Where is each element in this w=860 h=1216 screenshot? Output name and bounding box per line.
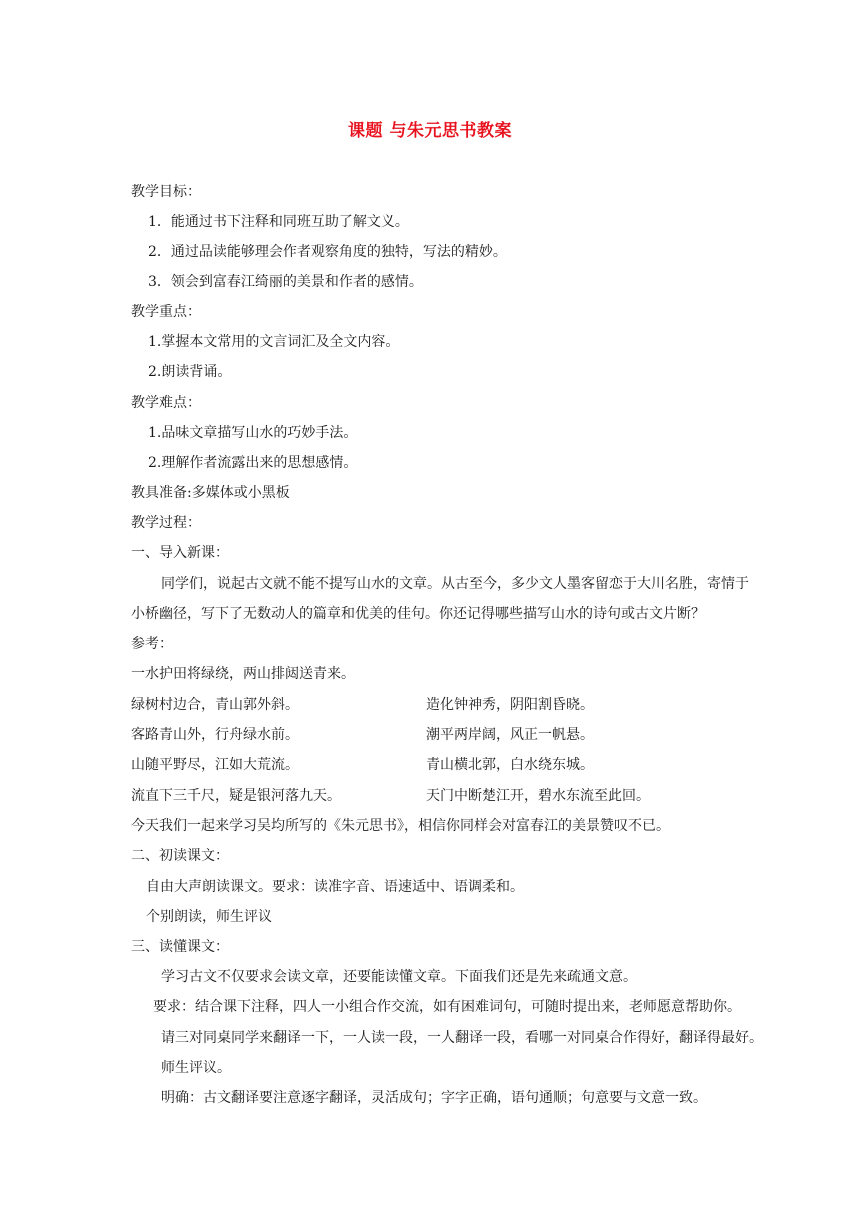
goal-item: 2．通过品读能够理会作者观察角度的独特，写法的精妙。 — [148, 244, 507, 260]
poem-right: 潮平两岸阔，风正一帆悬。 — [426, 727, 594, 743]
difficulty-item: 2.理解作者流露出来的思想感情。 — [148, 455, 358, 471]
section2-heading: 二、初读课文： — [131, 848, 229, 864]
goals-heading: 教学目标： — [131, 184, 201, 200]
section3-line: 明确：古文翻译要注意逐字翻译，灵活成句；字字正确，语句通顺；句意要与文意一致。 — [161, 1090, 707, 1106]
poem-left: 山随平野尽，江如大荒流。 — [131, 757, 299, 773]
section1-paragraph-line: 同学们，说起古文就不能不提写山水的文章。从古至今，多少文人墨客留恋于大川名胜，寄情于 — [161, 576, 749, 592]
poem-right: 造化钟神秀，阴阳割昏晓。 — [426, 697, 594, 713]
poem-row — [131, 695, 299, 715]
process-heading: 教学过程： — [131, 515, 201, 531]
section1-closing: 今天我们一起来学习吴均所写的《朱元思书》，相信你同样会对富春江的美景赞叹不已。 — [131, 818, 670, 834]
key-point-item: 2.朗读背诵。 — [148, 364, 232, 380]
section3-line: 学习古文不仅要求会读文章，还要能读懂文章。下面我们还是先来疏通文意。 — [161, 969, 637, 985]
section1-heading: 一、导入新课： — [131, 545, 229, 561]
section2-line: 个别朗读，师生评议 — [146, 909, 272, 925]
poem-left: 绿树村边合，青山郭外斜。 — [131, 697, 299, 713]
poem-row — [131, 725, 299, 745]
page-title: 课题 与朱元思书教案 — [348, 121, 512, 141]
poem-right: 青山横北郭，白水绕东城。 — [426, 757, 594, 773]
tools-line: 教具准备:多媒体或小黑板 — [131, 485, 290, 501]
poem-left: 流直下三千尺，疑是银河落九天。 — [131, 788, 341, 804]
poem-right: 天门中断楚江开，碧水东流至此回。 — [426, 788, 650, 804]
difficulties-heading: 教学难点： — [131, 395, 201, 411]
poem-row — [131, 755, 299, 775]
poem-row — [131, 786, 341, 806]
goal-item: 1．能通过书下注释和同班互助了解文义。 — [148, 214, 409, 230]
key-points-heading: 教学重点： — [131, 304, 201, 320]
goal-item: 3．领会到富春江绮丽的美景和作者的感情。 — [148, 274, 423, 290]
section3-line: 请三对同桌同学来翻译一下，一人读一段，一人翻译一段，看哪一对同桌合作得好，翻译得最好。 — [161, 1030, 763, 1046]
section3-heading: 三、读懂课文： — [131, 939, 229, 955]
section3-line: 要求：结合课下注释，四人一小组合作交流，如有困难词句，可随时提出来，老师愿意帮助你。 — [153, 999, 741, 1015]
difficulty-item: 1.品味文章描写山水的巧妙手法。 — [148, 425, 358, 441]
section2-line: 自由大声朗读课文。要求：读准字音、语速适中、语调柔和。 — [146, 879, 524, 895]
poem-left: 客路青山外，行舟绿水前。 — [131, 727, 299, 743]
reference-label: 参考： — [131, 636, 173, 652]
poem-line: 一水护田将绿绕，两山排闼送青来。 — [131, 666, 355, 682]
section3-line: 师生评议。 — [161, 1060, 231, 1076]
section1-paragraph-line: 小桥幽径，写下了无数动人的篇章和优美的佳句。你还记得哪些描写山水的诗句或古文片断？ — [131, 606, 705, 622]
key-point-item: 1.掌握本文常用的文言词汇及全文内容。 — [148, 334, 400, 350]
